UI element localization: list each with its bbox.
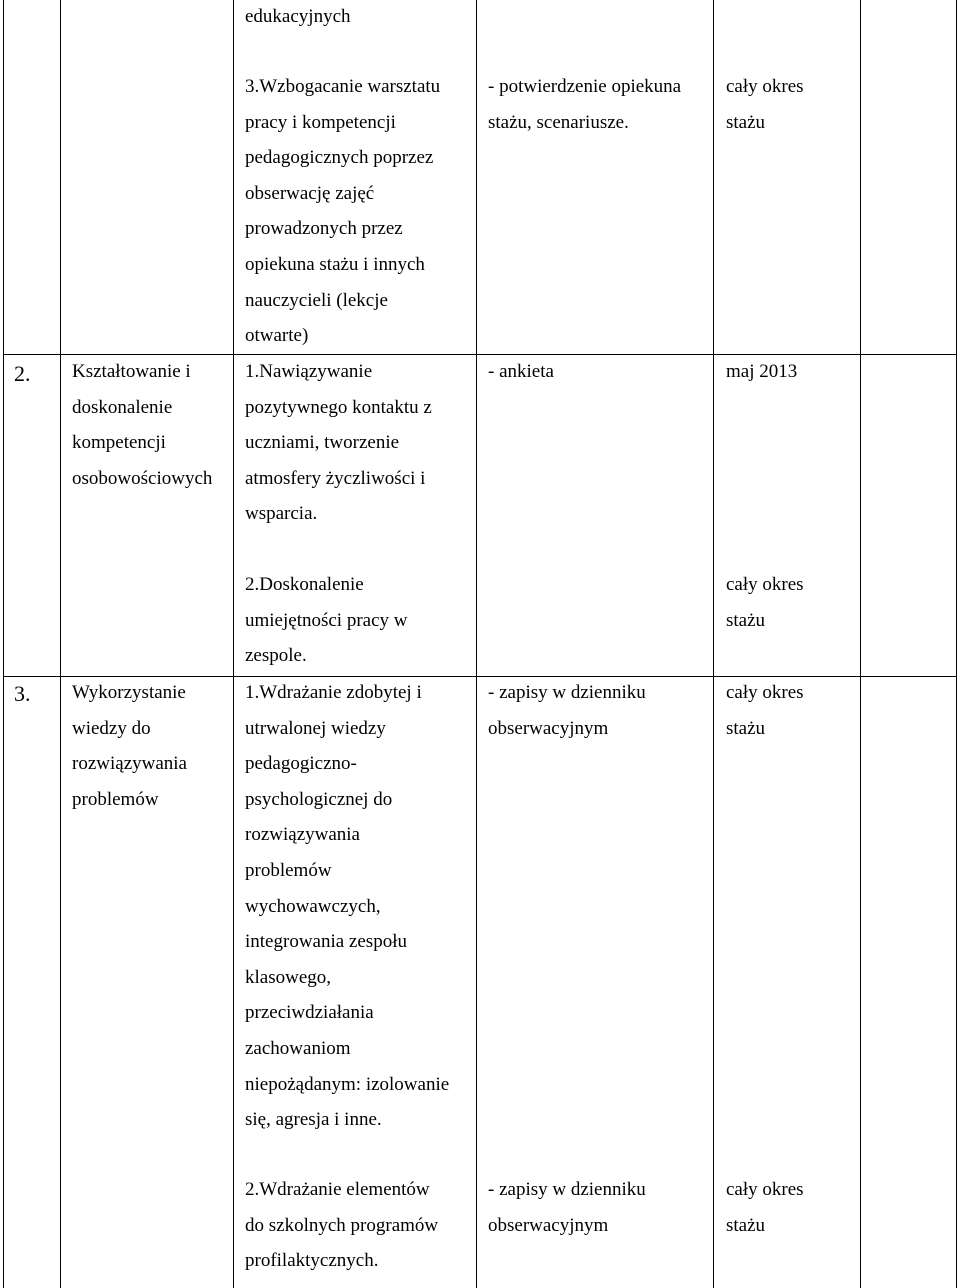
- deadline-text: maj 2013: [726, 361, 798, 382]
- column-divider: [713, 0, 714, 1288]
- evidence-text: - zapisy w dzienniku obserwacyjnym: [488, 1179, 646, 1236]
- deadline-text: cały okres stażu: [726, 76, 804, 133]
- form-text: 2.Wdrażanie elementów do szkolnych programów profilaktycznych.: [245, 1179, 439, 1272]
- column-divider: [860, 0, 861, 1288]
- deadline-text: cały okres stażu: [726, 574, 804, 631]
- evidence-text: - ankieta: [488, 361, 554, 382]
- table-border-right: [956, 0, 957, 1288]
- column-divider: [60, 0, 61, 1288]
- form-text: 1.Wdrażanie zdobytej i utrwalonej wiedzy pedagogiczno- psychologicznej do rozwiązywania problemów wychowawczych, integrowania zespołu klasowego, przeciwdziałania zachowaniom niepożądanym: izolowanie się, agresja i inne.: [245, 682, 450, 1131]
- table-border-left: [3, 0, 4, 1288]
- row-number: 2.: [14, 361, 31, 386]
- column-divider: [476, 0, 477, 1288]
- evidence-text: - zapisy w dzienniku obserwacyjnym: [488, 682, 646, 739]
- form-text: edukacyjnych: [245, 6, 351, 27]
- task-text: Kształtowanie i doskonalenie kompetencji osobowościowych: [72, 361, 213, 489]
- deadline-text: cały okres stażu: [726, 682, 804, 739]
- deadline-text: cały okres stażu: [726, 1179, 804, 1236]
- evidence-text: - potwierdzenie opiekuna stażu, scenariusze.: [488, 76, 682, 133]
- column-divider: [233, 0, 234, 1288]
- form-text: 1.Nawiązywanie pozytywnego kontaktu z uczniami, tworzenie atmosfery życzliwości i wsparcia.: [245, 361, 432, 525]
- form-text: 3.Wzbogacanie warsztatu pracy i kompetencji pedagogicznych poprzez obserwację zajęć prowadzonych przez opiekuna stażu i innych nauczycieli (lekcje otwarte): [245, 76, 441, 347]
- form-text: 2.Doskonalenie umiejętności pracy w zespole.: [245, 574, 408, 667]
- task-text: Wykorzystanie wiedzy do rozwiązywania problemów: [72, 682, 187, 810]
- row-number: 3.: [14, 681, 31, 706]
